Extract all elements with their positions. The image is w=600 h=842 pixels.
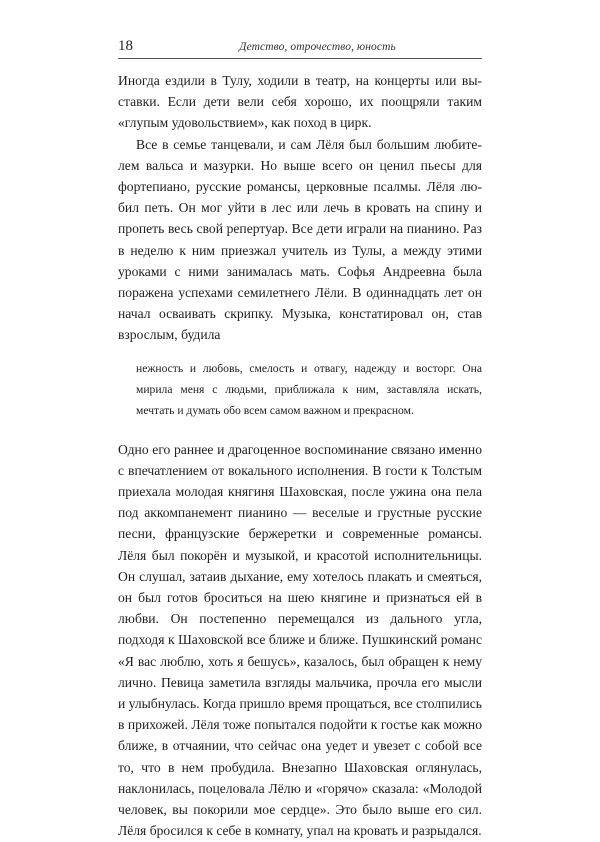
header-rule: [118, 58, 482, 59]
paragraph-2: Все в семье танцевали, и сам Лёля был большим любителем вальса и мазурки. Но выше всего он ценил пьесы для фортепиано, русские романсы, церковные псалмы. Лёля любил петь. Он мог уйти в лес или лечь в кровать на спину и пропеть весь свой репертуар. Все дети играли на пианино. Раз в неделю к ним приезжал учитель из Тулы, а между этими уроками с ними занималась мать. Софья Андреевна была поражена успехами семилетнего Лёли. В одиннадцать лет он начал осваивать скрипку. Музыка, констатировал он, став взрослым, будила: [118, 136, 482, 343]
paragraph-1: Иногда ездили в Тулу, ходили в театр, на концерты или выставки. Если дети вели себя хорошо, их поощряли таким «глупым удовольствием», как поход в цирк.: [118, 73, 482, 131]
paragraph-3: Одно его раннее и драгоценное воспоминание связано именно с впечатлением от вокального исполнения. В гости к Толстым приехала молодая княгиня Шаховская, после ужина она пела под аккомпанемент пианино — веселые и грустные русские песни, французские бержеретки и современные романсы. Лёля был покорён и музыкой, и красотой исполнительницы. Он слушал, затаив дыхание, ему хотелось плакать и смеяться, он был готов броситься на шею княгине и признаться ей в любви. Он постепенно перемещался из дального угла, подходя к Шаховской все ближе и ближе. Пушкинский романс «Я вас люблю, хоть я бешусь», казалось, был обращен к нему лично. Певица заметила взгляды мальчика, прочла его мысли и улыбнулась. Когда пришло время прощаться, все столпились в прихожей. Лёля тоже попытался подойти к гостье как можно ближе, в отчаянии, что сейчас она уедет и увезет с собой все то, что в нем пробудила. Внезапно Шаховская оглянулась, наклонилась, поцеловала Лёлю и «горячо» сказала: «Молодой человек, вы покорили мое сердце». Это было выше его сил. Лёля бросился к себе в комнату, упал на кровать и разрыдался.: [118, 441, 483, 839]
page-number: 18: [118, 38, 133, 54]
running-title: Детство, отрочество, юность: [239, 41, 396, 53]
body-text: [118, 70, 482, 842]
running-head: [118, 38, 482, 55]
block-quote: нежность и любовь, смелость и отвагу, надежду и восторг. Она мирила меня с людьми, приближала к ним, заставляла искать, мечтать и думать обо всем самом важном и прекрасном.: [136, 361, 482, 417]
